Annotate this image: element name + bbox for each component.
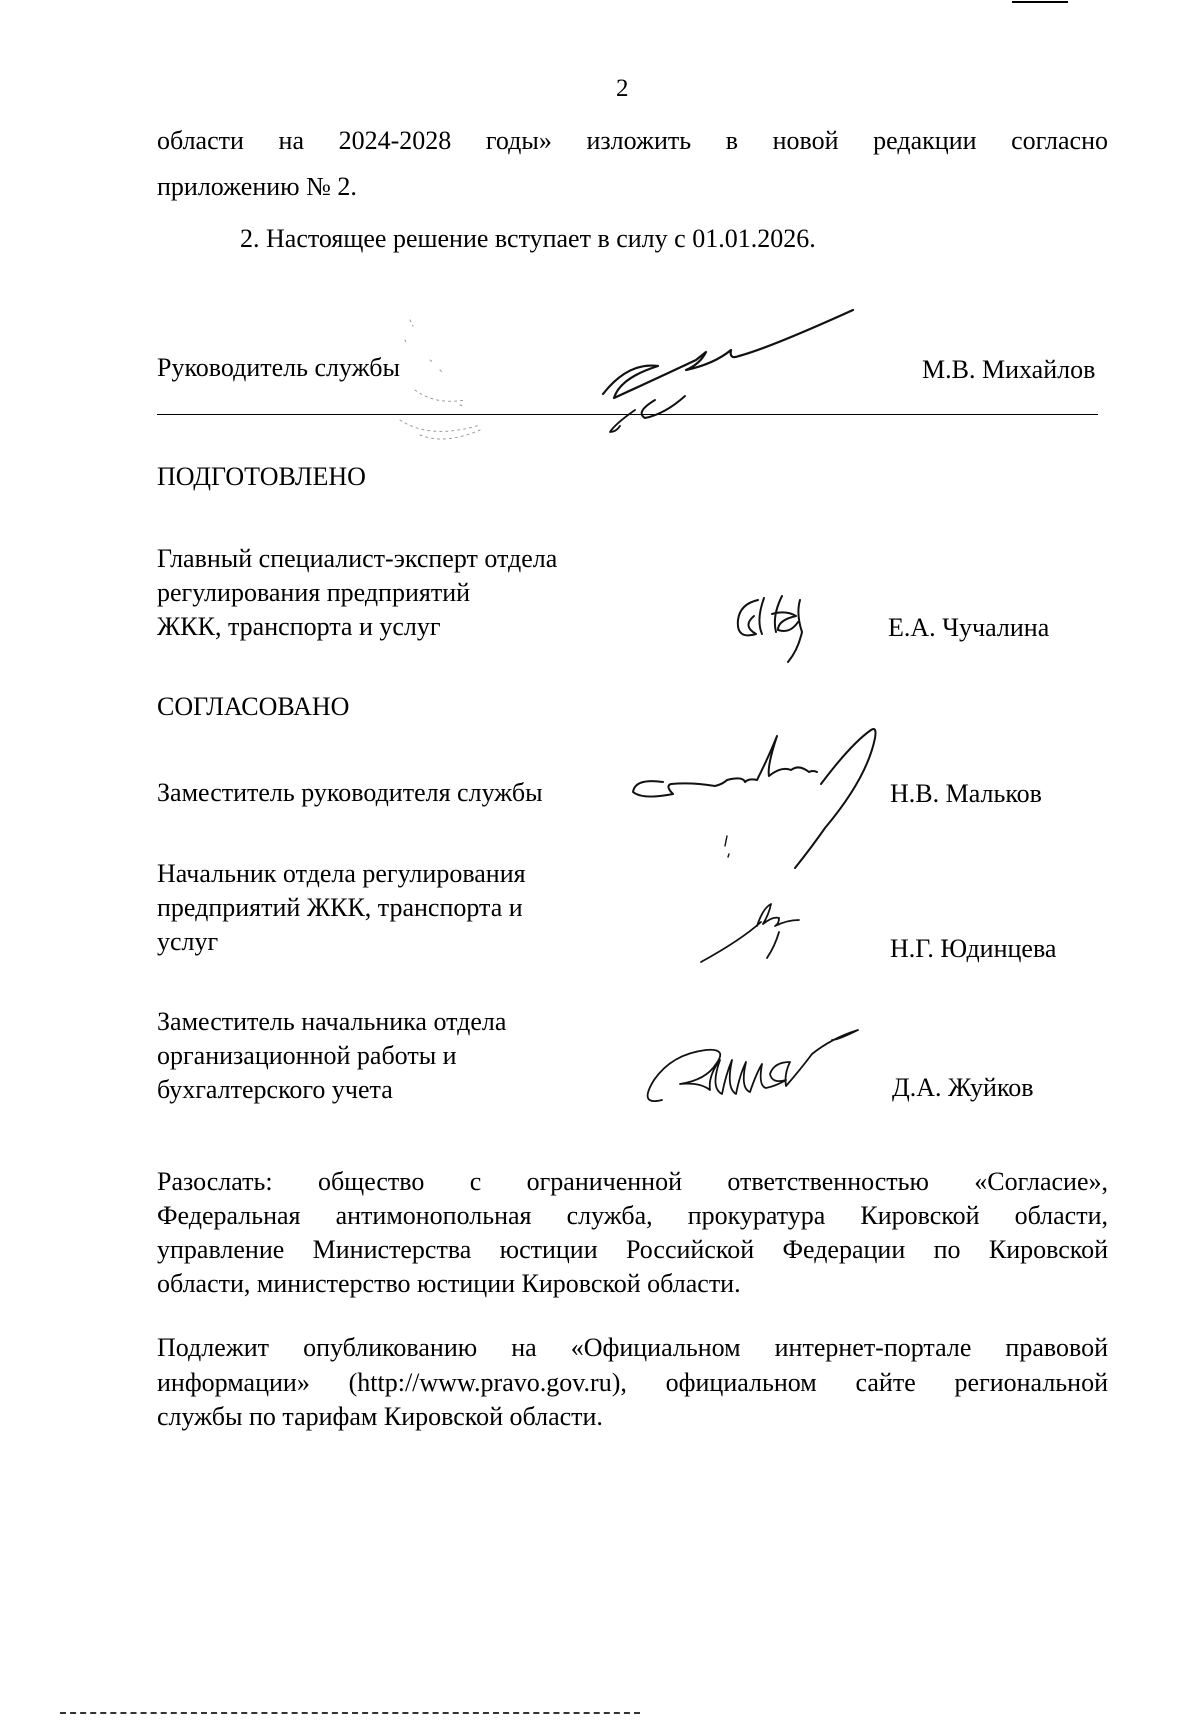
page-number: 2 xyxy=(616,75,629,102)
bottom-scan-line xyxy=(60,1712,640,1714)
prepared-name: Е.А. Чучалина xyxy=(888,613,1050,642)
signer-3-position-line-3: бухгалтерского учета xyxy=(157,1075,393,1104)
faint-stamp-trace xyxy=(370,310,530,490)
signer-2-position-line-3: услуг xyxy=(157,927,219,956)
signer-1-position-line-1: Заместитель руководителя службы xyxy=(157,778,543,807)
signer-3-position-line-2: организационной работы и xyxy=(157,1041,457,1070)
paragraph-2: 2. Настоящее решение вступает в силу с 01.01.2026. xyxy=(240,224,816,253)
signer-3-signature xyxy=(640,1040,885,1120)
signer-2-position-line-2: предприятий ЖКК, транспорта и xyxy=(157,893,523,922)
distribution-line-4: области, министерство юстиции Кировской области. xyxy=(157,1269,741,1298)
paragraph-1-line-2: приложению № 2. xyxy=(157,172,357,201)
prepared-position-line-3: ЖКК, транспорта и услуг xyxy=(157,612,441,641)
scan-artifact-line xyxy=(1012,1,1068,3)
distribution-line-2: Федеральная антимонопольная служба, прокуратура Кировской области, xyxy=(157,1201,1108,1230)
paragraph-1-line-1: области на 2024-2028 годы» изложить в новой редакции согласно xyxy=(157,126,1108,155)
signer-3-name: Д.А. Жуйков xyxy=(892,1073,1034,1102)
prepared-signature xyxy=(730,590,835,670)
signer-3-position-line-1: Заместитель начальника отдела xyxy=(157,1007,507,1036)
publication-line-3: службы по тарифам Кировской области. xyxy=(157,1402,603,1431)
head-signature xyxy=(595,322,870,437)
publication-line-1: Подлежит опубликованию на «Официальном интернет-портале правовой xyxy=(157,1333,1108,1362)
prepared-position-line-1: Главный специалист-эксперт отдела xyxy=(157,544,558,573)
publication-line-2: информации» (http://www.pravo.gov.ru), официальном сайте региональной xyxy=(157,1368,1108,1397)
prepared-position-line-2: регулирования предприятий xyxy=(157,578,471,607)
head-name: М.В. Михайлов xyxy=(922,355,1096,384)
signer-1-signature xyxy=(625,726,945,886)
signer-2-signature xyxy=(695,900,815,970)
prepared-heading: ПОДГОТОВЛЕНО xyxy=(157,462,366,491)
distribution-line-3: управление Министерства юстиции Российской Федерации по Кировской xyxy=(157,1235,1108,1264)
head-position: Руководитель службы xyxy=(157,353,400,382)
distribution-line-1: Разослать: общество с ограниченной ответственностью «Согласие», xyxy=(157,1167,1108,1196)
signer-1-name: Н.В. Мальков xyxy=(890,779,1042,808)
agreed-heading: СОГЛАСОВАНО xyxy=(157,692,350,721)
signer-2-name: Н.Г. Юдинцева xyxy=(890,934,1057,963)
signer-2-position-line-1: Начальник отдела регулирования xyxy=(157,859,526,888)
